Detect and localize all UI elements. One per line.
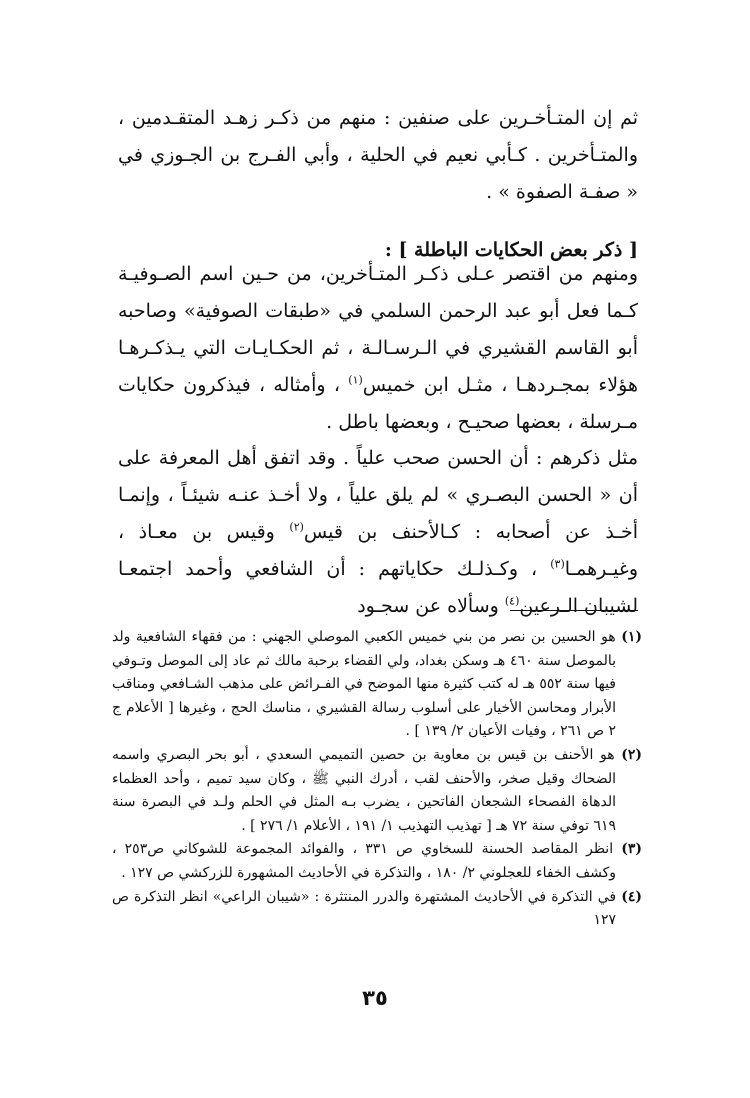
paragraph-3-text-a: مثل ذكرهم : أن الحسن صحب علياً . وقد اتفق أهل المعرفة على أن « الحسن البصـري » لم يلق علياً ، ولا أخـذ عنـه شيئـاً ، وإنمـا أخـذ عن أصحابه : كـالأحنف بن قيس (118, 447, 638, 543)
body-paragraph-1 (118, 100, 638, 211)
footnote-ref-3[interactable]: (٣) (550, 557, 565, 571)
footnote-number: (١) (621, 629, 642, 645)
footnote-divider (510, 610, 638, 611)
footnote-number: (٤) (621, 888, 642, 905)
footnote-text: في التذكرة في الأحاديث المشتهرة والدرر المنتثرة : «شيبان الراعي» انظر التذكرة ص ١٢٧ (112, 888, 617, 929)
footnote-3 (112, 838, 642, 885)
footnote-ref-1[interactable]: (١) (348, 373, 363, 387)
paragraph-3-text-b: وقيس بن معـاذ ، وغيـرهمـا (118, 521, 638, 580)
paragraph-1-text: ثم إن المتـأخـرين على صنفين : منهم من ذكـر زهـد المتقـدمين ، والمتـأخرين . كـأبي نعيم في الحلية ، وأبي الفـرج بن الجـوزي في « صفـة الصفوة » . (118, 107, 638, 203)
footnote-text: هو الحسين بن نصر من بني خميس الكعبي الموصلي الجهني : من فقهاء الشافعية ولد بالموصل سنة ٤٦٠ هـ وسكن بغداد، ولي القضاء برحبة مالك ثم عاد إلى الموصل وتـوفي فيها سنة ٥٥٢ هـ له كتب كثيرة منها الموضح في الفـرائض على مذهب الشـافعي ومناقب الأبرار ومحاسن الأخيار على أسلوب رسالة القشيري ، مناسك الحج ، وغيرها [ الأعلام ج ٢ ص ٢٦١ ، وفيات الأعيان ٢/ ١٣٩ ] . (112, 629, 617, 740)
body-paragraph-3 (118, 440, 638, 625)
body-paragraph-2 (118, 256, 638, 441)
footnote-text: هو الأحنف بن قيس بن معاوية بن حصين التميمي السعدي ، أبو بحر البصري واسمه الضحاك وقيل صخر، والأحنف لقب ، أدرك النبي ﷺ ، وكان سيد تميم ، وأحد العظماء الدهاة الفصحاء الشجعان الفاتحين ، يضرب بـه المثل في الحلم ولـد في البصرة سنة ٦١٩ توفي سنة ٧٢ هـ [ تهذيب التهذيب ١/ ١٩١ ، الأعلام ١/ ٢٧٦ ] . (112, 746, 616, 834)
paragraph-2-text-b: ، وأمثاله ، فيذكرون حكايات مـرسلة ، بعضها صحيـح ، وبعضها باطل . (118, 374, 638, 433)
footnote-number: (٢) (621, 746, 642, 763)
page-number: ٣٥ (362, 986, 388, 1010)
paragraph-3-text-c: ، وكـذلـك حكاياتهم : أن الشافعي وأحمد اجتمعـا لشيبان الـرعين (118, 558, 638, 617)
footnote-4 (112, 886, 642, 933)
footnote-2 (112, 744, 642, 838)
heading-colon: : (384, 239, 399, 261)
heading-text: [ ذكر بعض الحكايات الباطلة ] (398, 239, 638, 261)
footnote-number: (٣) (621, 841, 643, 858)
footnote-text: انظر المقاصد الحسنة للسخاوي ص ٣٣١ ، والفوائد المجموعة للشوكاني ص٢٥٣ ، وكشف الخفاء للعجلوني ٢/ ١٨٠ ، والتذكرة في الأحاديث المشهورة للزركشي ص ١٢٧ . (112, 841, 616, 881)
paragraph-2-text-a: ومنهم من اقتصر عـلى ذكـر المتـأخرين، من حـين اسم الصـوفيـة كـما فعل أبو عبد الرحمن السلمي في «طبقات الصوفية» وصاحبه أبو القاسم القشيري في الـرسـالـة ، ثم الحكـايـات التي يـذكـرهـا هؤلاء بمجـردهـا ، مثـل ابن خميس (118, 263, 638, 396)
footnote-ref-2[interactable]: (٢) (289, 520, 304, 534)
footnote-ref-4[interactable]: (٤) (504, 594, 520, 608)
footnotes-section (112, 626, 642, 933)
footnote-1 (112, 626, 642, 744)
paragraph-3-text-d: وسألاه عن سجـود (357, 595, 499, 617)
